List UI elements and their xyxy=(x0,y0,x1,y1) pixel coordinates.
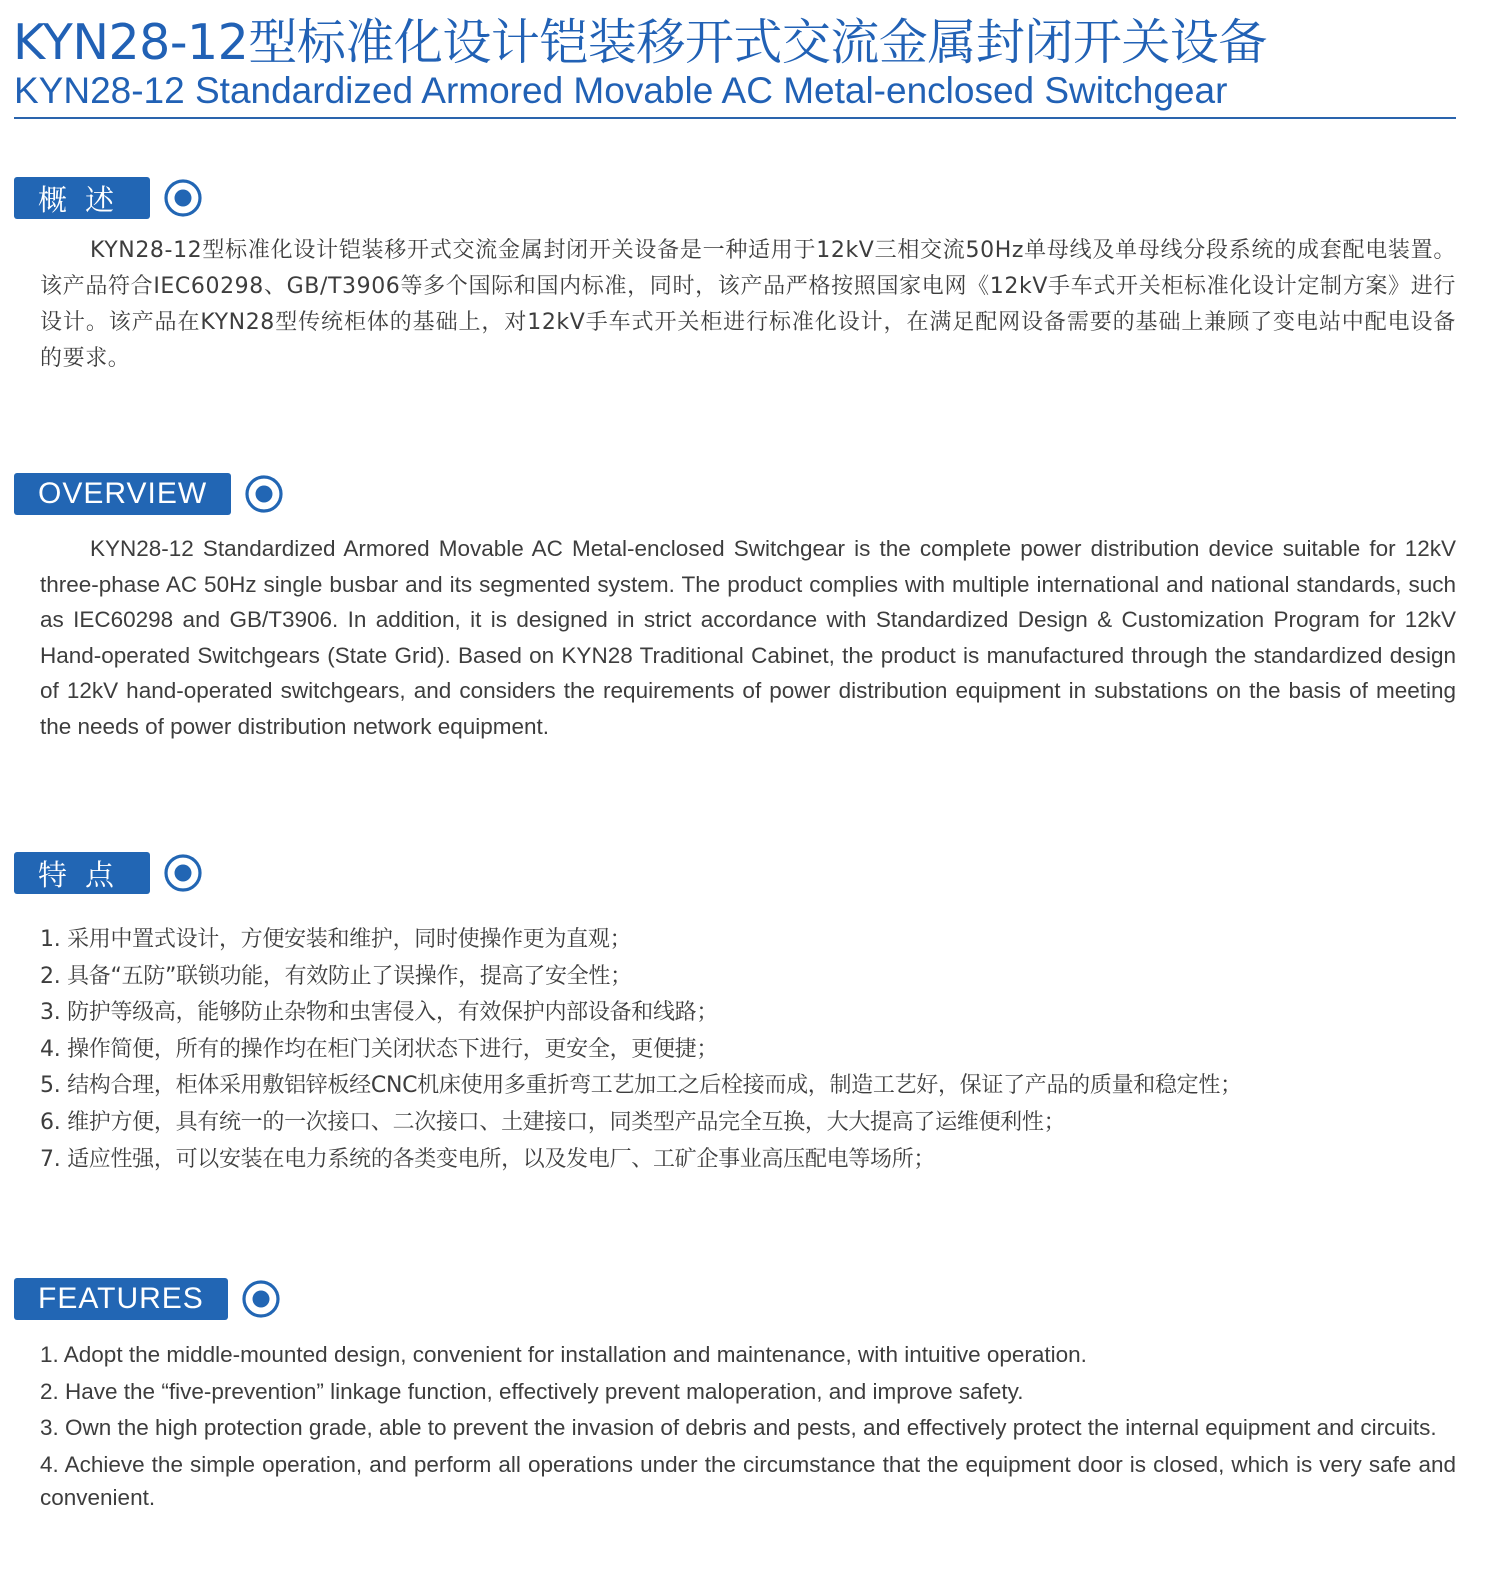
overview-cn-paragraph: KYN28-12型标准化设计铠装移开式交流金属封闭开关设备是一种适用于12kV三相交流50Hz单母线及单母线分段系统的成套配电装置。该产品符合IEC60298、GB/T3906等多个国际和国内标准，同时，该产品严格按照国家电网《12kV手车式开关柜标准化设计定制方案》进行设计。该产品在KYN28型传统柜体的基础上，对12kV手车式开关柜进行标准化设计，在满足配网设备需要的基础上兼顾了变电站中配电设备的要求。 xyxy=(40,238,1456,371)
feature-cn-item: 4. 操作简便，所有的操作均在柜门关闭状态下进行，更安全，更便捷； xyxy=(40,1036,719,1062)
feature-en-item: 4. Achieve the simple operation, and perform all operations under the circumstance that the equipment door is closed, which is very safe and convenient. xyxy=(40,1451,1456,1510)
section-tag-features-en: FEATURES xyxy=(14,1278,228,1320)
section-header-features-en xyxy=(14,1278,280,1320)
feature-cn-item: 6. 维护方便，具有统一的一次接口、二次接口、土建接口，同类型产品完全互换，大大提高了运维便利性； xyxy=(40,1109,1066,1135)
section-header-overview-cn xyxy=(14,177,202,219)
page-title-cn: KYN28-12型标准化设计铠装移开式交流金属封闭开关设备 xyxy=(13,14,1267,71)
section-tag-overview-cn: 概述 xyxy=(14,177,150,219)
section-tag-features-cn: 特点 xyxy=(14,852,150,894)
feature-cn-item: 7. 适应性强，可以安装在电力系统的各类变电所，以及发电厂、工矿企事业高压配电等场所； xyxy=(40,1146,936,1172)
feature-cn-item: 3. 防护等级高，能够防止杂物和虫害侵入，有效保护内部设备和线路； xyxy=(40,1000,719,1026)
feature-en-item: 2. Have the “five-prevention” linkage function, effectively prevent maloperation, and improve safety. xyxy=(40,1378,1024,1404)
target-icon xyxy=(242,1280,280,1318)
section-header-features-cn xyxy=(14,852,202,894)
page-title-en: KYN28-12 Standardized Armored Movable AC Metal-enclosed Switchgear xyxy=(14,70,1228,111)
feature-en-item: 1. Adopt the middle-mounted design, convenient for installation and maintenance, with intuitive operation. xyxy=(40,1342,1087,1367)
target-icon xyxy=(164,854,202,892)
feature-cn-item: 1. 采用中置式设计，方便安装和维护，同时使操作更为直观； xyxy=(40,927,632,952)
section-header-overview-en xyxy=(14,473,283,515)
feature-cn-item: 5. 结构合理，柜体采用敷铝锌板经CNC机床使用多重折弯工艺加工之后栓接而成，制造工艺好，保证了产品的质量和稳定性； xyxy=(40,1073,1242,1099)
feature-en-item: 3. Own the high protection grade, able to prevent the invasion of debris and pests, and effectively protect the internal equipment and circuits. xyxy=(40,1415,1437,1440)
features-cn-list xyxy=(40,922,1456,1178)
features-en-list xyxy=(40,1338,1456,1517)
target-icon xyxy=(164,179,202,217)
target-icon xyxy=(245,475,283,513)
section-tag-overview-en: OVERVIEW xyxy=(14,473,231,515)
feature-cn-item: 2. 具备“五防”联锁功能，有效防止了误操作，提高了安全性； xyxy=(40,963,632,989)
overview-en-paragraph: KYN28-12 Standardized Armored Movable AC Metal-enclosed Switchgear is the complete power distribution device suitable for 12kV three-phase AC 50Hz single busbar and its segmented system. The product complies with multiple international and national standards, such as IEC60298 and GB/T3906. In addition, it is designed in strict accordance with Standardized Design & Customization Program for 12kV Hand-operated Switchgears (State Grid). Based on KYN28 Traditional Cabinet, the product is manufactured through the standardized design of 12kV hand-operated switchgears, and considers the requirements of power distribution equipment in substations on the basis of meeting the needs of power distribution network equipment. xyxy=(40,536,1456,739)
title-divider xyxy=(14,117,1456,119)
